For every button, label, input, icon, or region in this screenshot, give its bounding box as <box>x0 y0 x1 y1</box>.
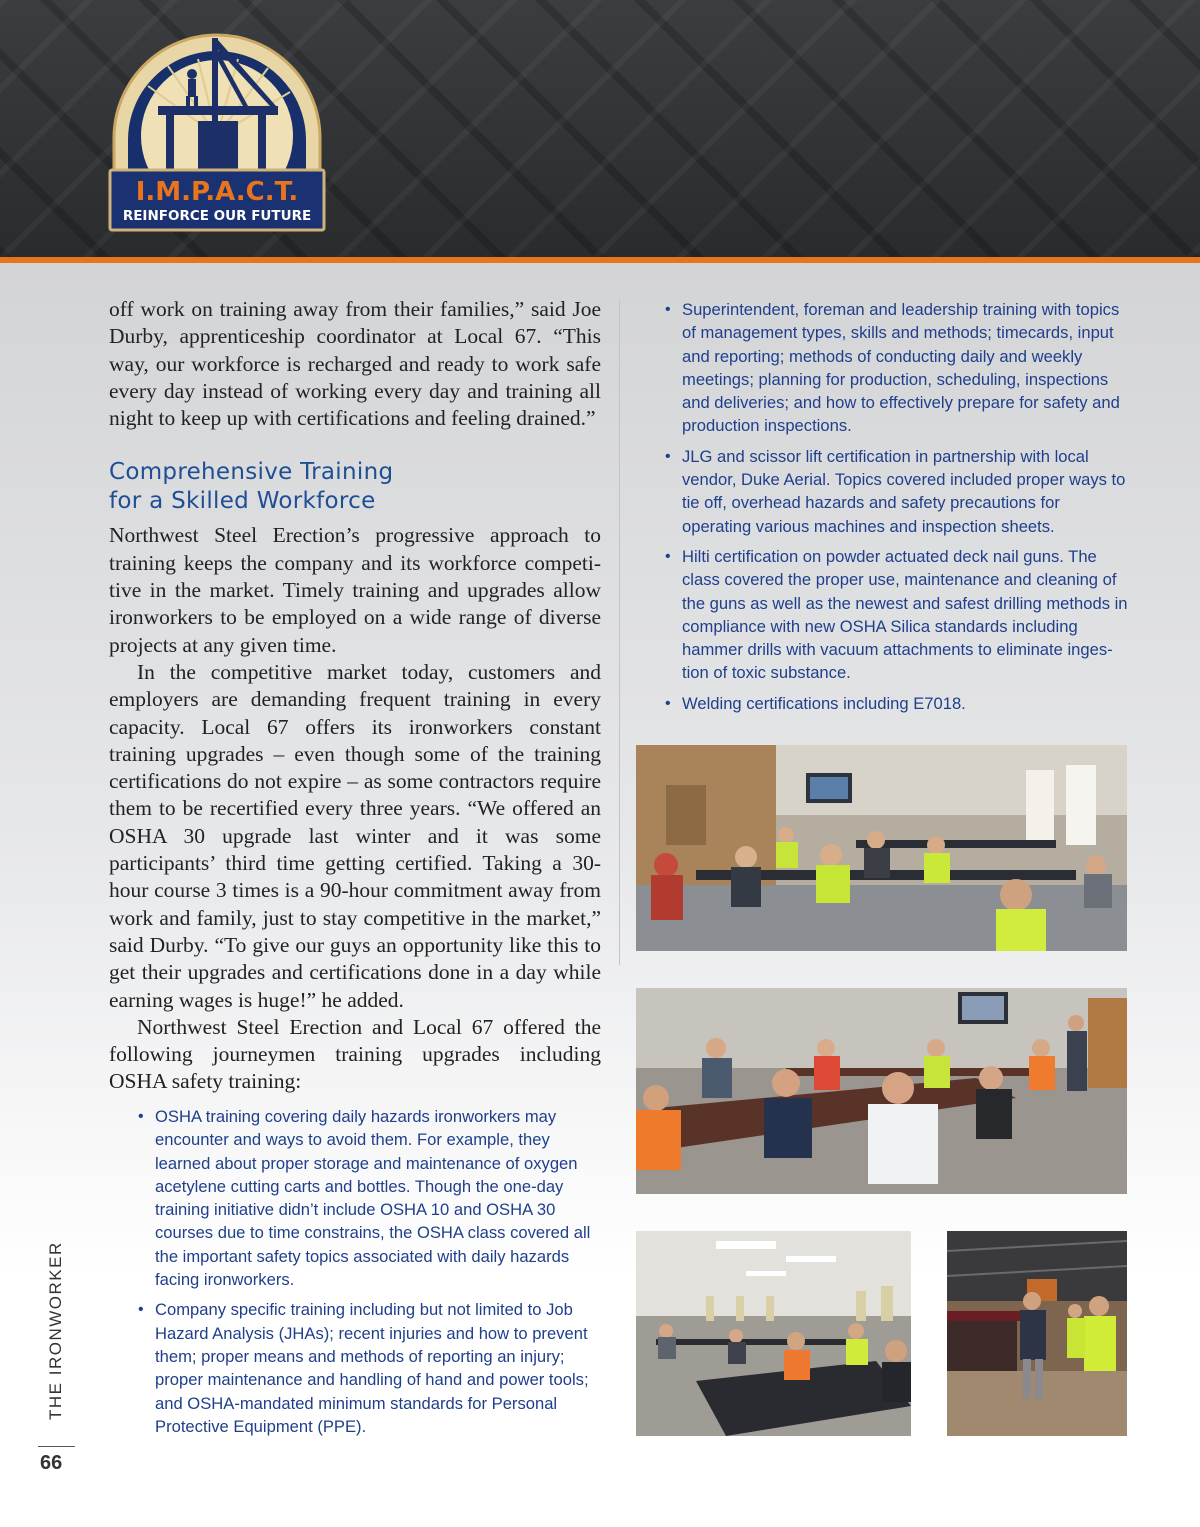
impact-logo <box>108 26 326 232</box>
list-item-text: Company specific training including but not limited to Job Hazard Analysis (JHAs); recent injuries and how to prevent them; proper means and methods of reporting an injury; proper maintenance and handling of hand and power tools; and OSHA-mandated minimum standards for Personal Protective Equipment (PPE). <box>155 1300 589 1436</box>
bullet-icon: • <box>665 694 671 712</box>
page-number: 66 <box>40 1452 63 1474</box>
folio-divider <box>38 1446 75 1447</box>
list-item <box>136 1298 598 1438</box>
list-item <box>663 298 1133 438</box>
classroom-photo-2 <box>636 988 1127 1194</box>
logo-title: I.M.P.A.C.T. <box>135 177 299 207</box>
heading-line-2: for a Skilled Workforce <box>109 488 376 515</box>
list-item-text: Welding certifications including E7018. <box>682 693 966 713</box>
intro-paragraph: off work on training away from their families,” said Joe Durby, apprenticeship coordinator at Local 67. “This way, our workforce is recharged and ready to work safe every day instead of working every day and training all night to keep up with certifications and feeling drained.” <box>109 297 601 431</box>
list-item <box>136 1105 598 1291</box>
section-heading <box>109 458 601 516</box>
diamond-plate-header <box>0 0 1200 257</box>
bullet-icon: • <box>138 1108 144 1125</box>
classroom-photo-1 <box>636 745 1127 951</box>
list-item-text: OSHA training covering daily hazards ironworkers may encounter and ways to avoid them. For example, they learned about proper storage and maintenance of oxygen acetylene cutting carts and bottles. Though the one-day training initiative didn’t include OSHA 10 and OSHA 30 courses due to time constrains, the OSHA class covered all the important safety topics associated with daily hazards facing ironworkers. <box>155 1107 591 1290</box>
left-column <box>109 296 601 1096</box>
logo-tagline: REINFORCE OUR FUTURE <box>122 208 312 224</box>
bullet-icon: • <box>665 301 671 318</box>
bullet-icon: • <box>138 1301 144 1319</box>
bullet-icon: • <box>665 547 671 565</box>
magazine-title: THE IRONWORKER <box>46 1241 65 1420</box>
body-paragraph-1: Northwest Steel Erection’s progressive approach to training keeps the company and its workforce competitive in the market. Timely training and upgrades allow ironworkers to be employed on a wide range of diverse projects at any given time. <box>109 523 601 657</box>
body-paragraph-3: Northwest Steel Erection and Local 67 offered the following journeymen training upgrades including OSHA safety training: <box>109 1014 601 1094</box>
list-item <box>663 545 1133 685</box>
training-list-left <box>136 1105 598 1445</box>
list-item-text: Hilti certification on powder actuated deck nail guns. The class covered the proper use, maintenance and cleaning of the guns as well as the newest and safest drilling methods in compliance with new OSHA Silica standards including hammer drills with vacuum attachments to eliminate ingestion of toxic substance. <box>682 546 1128 683</box>
workshop-photo <box>947 1231 1127 1436</box>
list-item <box>663 692 1133 715</box>
classroom-photo-3 <box>636 1231 911 1436</box>
list-item <box>663 445 1133 538</box>
bullet-icon: • <box>665 447 671 465</box>
list-item-text: Superintendent, foreman and leadership training with topics of management types, skills and methods; timecards, input and reporting; methods of conducting daily and weekly meetings; planning for production, scheduling, inspections and deliveries; and how to effectively prepare for safety and production inspections. <box>682 300 1120 436</box>
training-list-right <box>663 298 1133 722</box>
column-divider <box>619 300 620 965</box>
heading-line-1: Comprehensive Training <box>109 459 394 486</box>
body-paragraph-2: In the competitive market today, customers and employers are demanding frequent training in every capacity. Local 67 offers its ironworkers constant training upgrades – even though some of the training certifications do not expire – as some contractors require them to be recertified every three years. “We offered an OSHA 30 upgrade last winter and it was some participants’ third time getting certified. Taking a 30-hour course 3 times is a 90-hour commitment away from work and family, just to stay competitive in the market,” said Durby. “To give our guys an opportunity like this to get their upgrades and certifications done in a day while earning wages is huge!” he added. <box>109 659 601 1012</box>
list-item-text: JLG and scissor lift certification in partnership with local vendor, Duke Aerial. Topics covered included proper ways to tie off, overhead hazards and safety precautions for operating various machines and inspection sheets. <box>682 446 1126 536</box>
